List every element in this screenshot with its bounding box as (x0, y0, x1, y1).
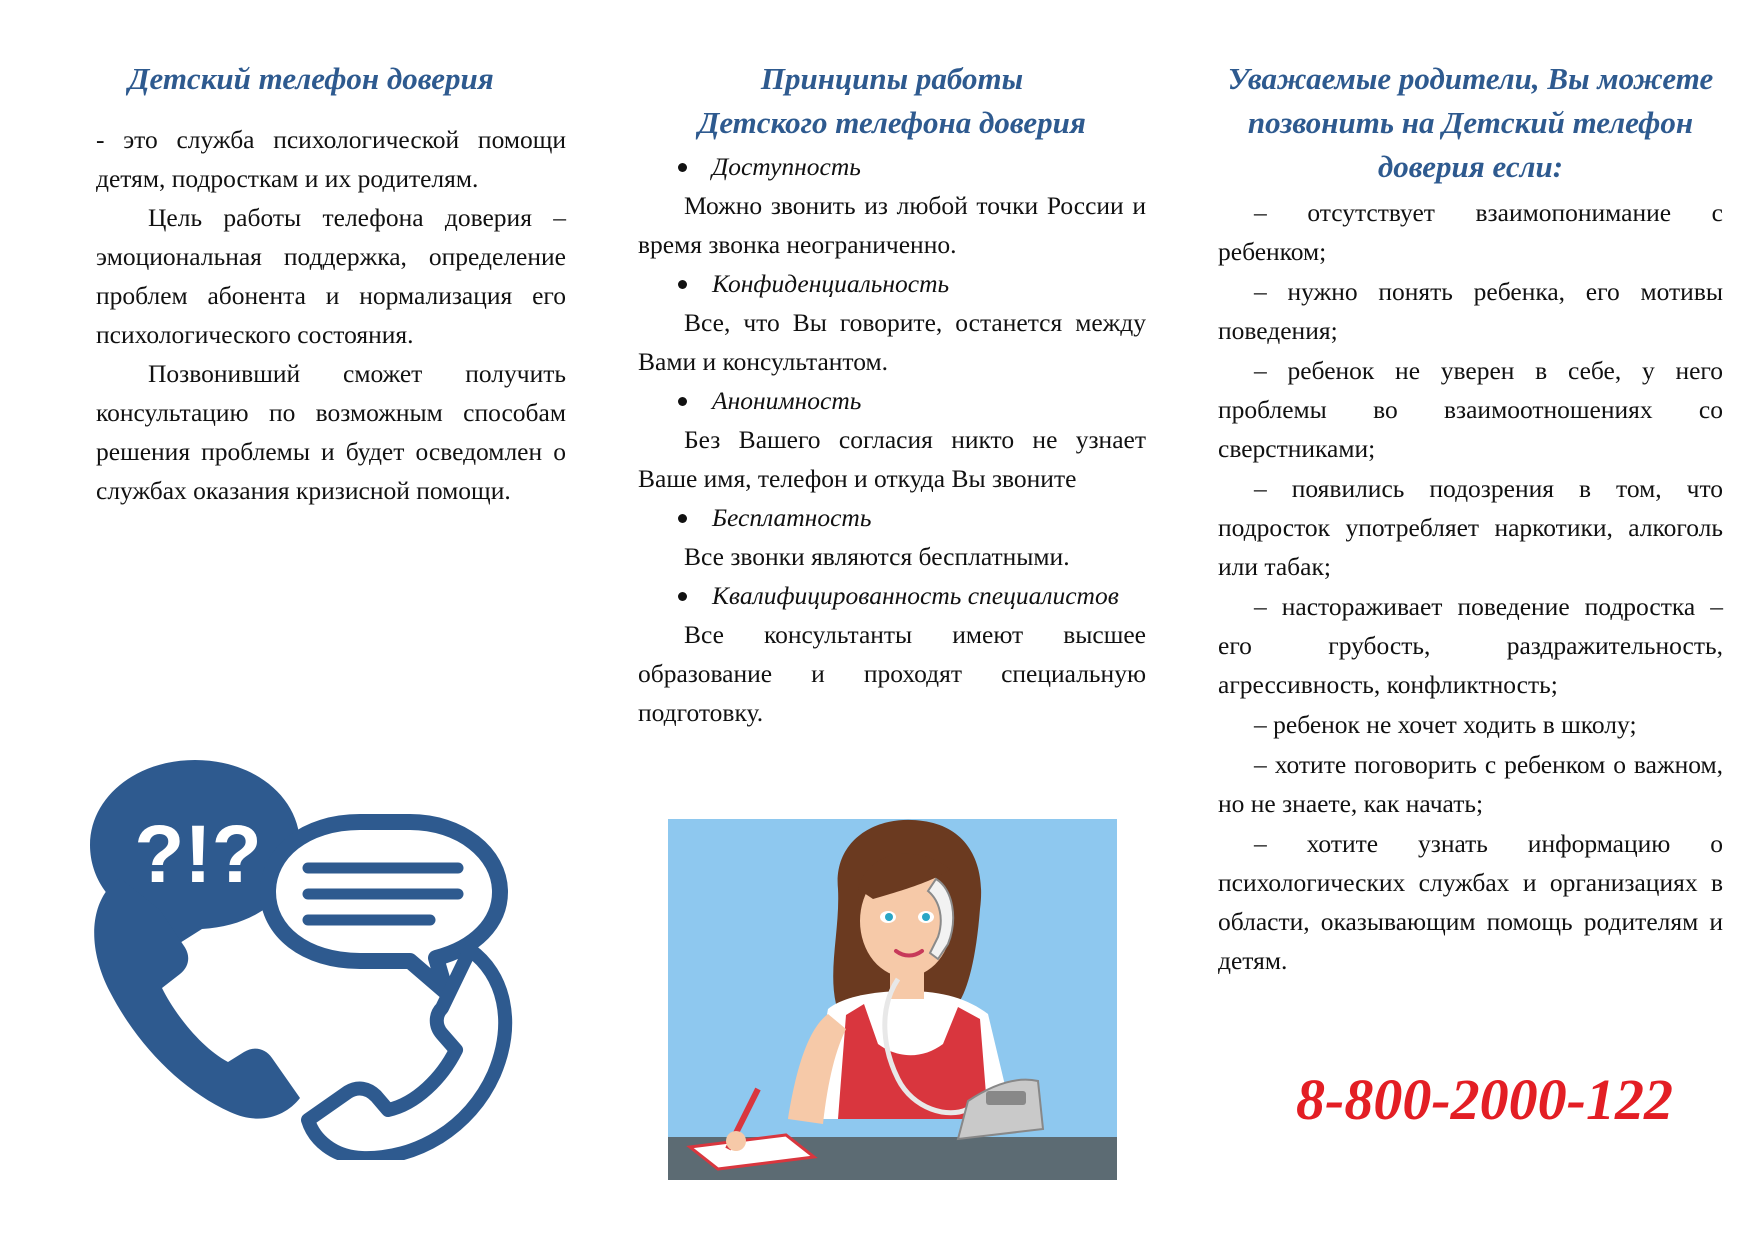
principles-title-line2: Детского телефона доверия (698, 105, 1086, 140)
about-result: Позвонивший сможет получить консультацию по возможным способам решения проблемы и будет осведомлен о службах оказания кризисной помощи. (96, 359, 566, 505)
principles-title-line1: Принципы работы (760, 61, 1024, 96)
parents-list (1218, 193, 1723, 981)
principles-title (638, 57, 1146, 145)
about-goal: Цель работы телефона доверия – эмоциональная поддержка, определение проблем абонента и нормализация его психологического состояния. (96, 203, 566, 349)
principles-list (638, 147, 1146, 732)
principle-name (638, 576, 1146, 615)
principle-name (638, 264, 1146, 303)
reason-item: – ребенок не уверен в себе, у него проблемы во взаимоотношениях со сверстниками; (1218, 356, 1723, 463)
principle-text: Все консультанты имеют высшее образование и проходят специальную подготовку. (638, 620, 1146, 727)
principle-name (638, 498, 1146, 537)
principle-text: Все, что Вы говорите, останется между Вами и консультантом. (638, 308, 1146, 376)
principle-label: Конфиденциальность (712, 269, 950, 298)
helpline-number[interactable]: 8-800-2000-122 (1296, 1067, 1673, 1132)
about-title: Детский телефон доверия (128, 61, 494, 96)
about-definition: - это служба психологической помощи детям, подросткам и их родителям. (96, 125, 566, 193)
reason-item: – отсутствует взаимопонимание с ребенком; (1218, 198, 1723, 266)
bullet-icon (678, 514, 687, 523)
principle-label: Доступность (712, 152, 861, 181)
reason-item: – настораживает поведение подростка – его грубость, раздражительность, агрессивность, конфликтность; (1218, 592, 1723, 699)
principle-label: Бесплатность (712, 503, 872, 532)
bullet-icon (678, 280, 687, 289)
parents-title: Уважаемые родители, Вы можете позвонить на Детский телефон доверия если: (1227, 61, 1714, 184)
reason-item: – хотите поговорить с ребенком о важном, но не знаете, как начать; (1218, 750, 1723, 818)
reason-item: – ребенок не хочет ходить в школу; (1254, 710, 1637, 739)
reason-item: – нужно понять ребенка, его мотивы поведения; (1218, 277, 1723, 345)
principle-text: Все звонки являются бесплатными. (684, 542, 1070, 571)
about-body (96, 120, 566, 510)
operator-woman-illustration (668, 819, 1117, 1180)
reason-item: – хотите узнать информацию о психологических службах и организациях в области, оказывающим помощь родителям и детям. (1218, 829, 1723, 975)
principle-text: Без Вашего согласия никто не узнает Ваше имя, телефон и откуда Вы звоните (638, 425, 1146, 493)
reason-item: – появились подозрения в том, что подросток употребляет наркотики, алкоголь или табак; (1218, 474, 1723, 581)
phone-chat-icon (90, 760, 540, 1160)
principle-name (638, 381, 1146, 420)
bullet-icon (678, 592, 687, 601)
bullet-icon (678, 397, 687, 406)
principle-name (638, 147, 1146, 186)
bubble-text: ?!? (134, 809, 262, 900)
principle-label: Анонимность (712, 386, 862, 415)
bullet-icon (678, 163, 687, 172)
principle-label: Квалифицированность специалистов (712, 581, 1119, 610)
principle-text: Можно звонить из любой точки России и время звонка неограниченно. (638, 191, 1146, 259)
